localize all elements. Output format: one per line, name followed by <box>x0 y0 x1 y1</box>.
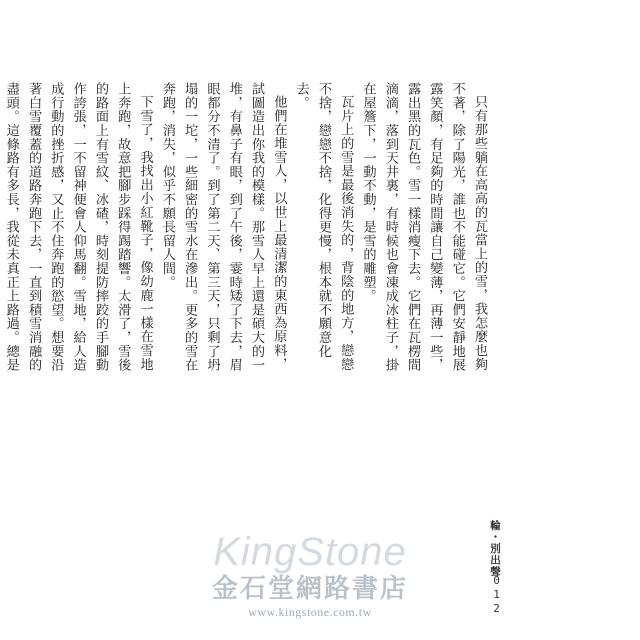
body-text <box>0 82 490 382</box>
watermark-chinese-name: 金石堂網路書店 <box>211 574 408 604</box>
paragraph-4: 下雪了，我找出小紅靴子，像幼鹿一樣在雪地上奔跑，故意把腳步踩得踢踏響。太滑了，雪後的路面上有雪紋、冰碴，時刻提防摔跤的手腳動作誇張，一不留神便會人仰馬翻。雪地，給人造成行動的挫折感，又止不住奔跑的慾望。想要沿著白雪覆蓋的道路奔跑下去，一直到積雪消融的盡頭。這條路有多長，我從未真正上路過。總是 <box>3 82 153 372</box>
watermark-logo: KingStone <box>213 530 407 574</box>
paragraph-1: 只有那些躺在高高的瓦當上的雪，我怎麼也夠不著，除了陽光，誰也不能碰它。它們安靜地展露笑顏，有足夠的時間讓自己變薄，再薄一些，露出黑的瓦色。雪一樣消瘦下去。它們在瓦楞間滴滴，落到天井裏，有時候也會凍成冰柱子，掛在屋簷下，一動不動，是雪的雕塑。 <box>360 82 487 372</box>
watermark-url: www.kingstone.com.tw <box>248 605 372 619</box>
page-number: 012 <box>490 574 503 616</box>
paragraph-3: 他們在堆雪人，以世上最清潔的東西為原料，試圖造出你我的模樣。那雪人早上還是碩大的一堆，有鼻子有眼，到了午後，霎時矮了下去，眉眼都分不清了。到了第二天、第三天，只剩了坍塌的一坨，一些細密的雪水在滲出。更多的雪在奔跑，消失，似乎不願長留人間。 <box>159 82 287 372</box>
paragraph-2: 瓦片上的雪是最後消失的，背陰的地方，戀戀不捨，戀戀不捨，化得更慢，根本就不願意化去。 <box>293 82 354 372</box>
running-header: 輪・別出聲 <box>489 520 501 578</box>
watermark <box>200 530 420 630</box>
